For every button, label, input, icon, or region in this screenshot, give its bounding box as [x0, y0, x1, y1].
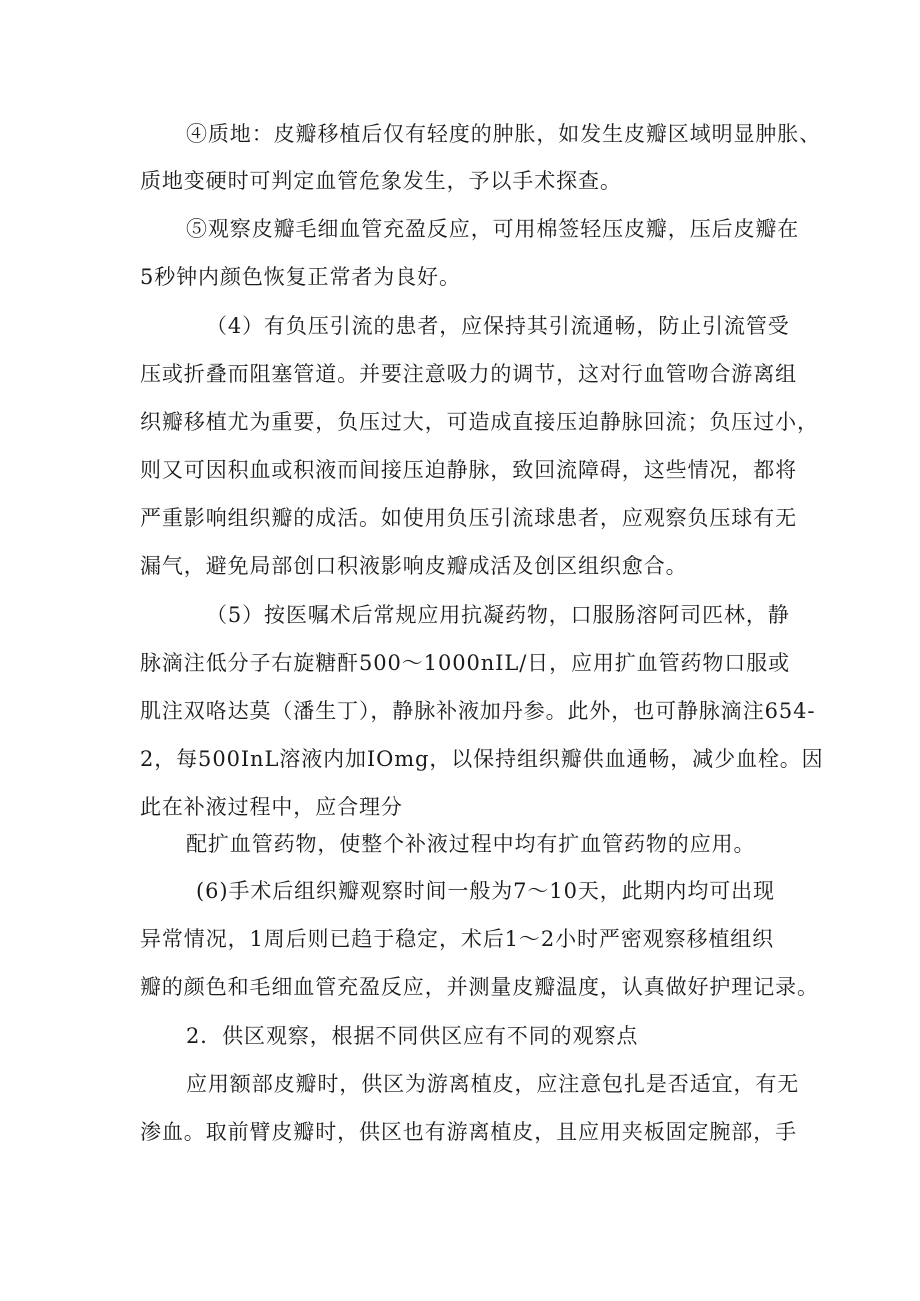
text-line: (6)手术后组织瓣观察时间一般为7～10天，此期内均可出现: [196, 879, 775, 903]
text-line: 此在补液过程中，应合理分: [140, 795, 403, 819]
text-line: 瓣的颜色和毛细血管充盈反应，并测量皮瓣温度，认真做好护理记录。: [140, 975, 819, 999]
text-line: 2．供区观察，根据不同供区应有不同的观察点: [186, 1024, 639, 1048]
text-line: 2，每500InL溶液内加IOmg，以保持组织瓣供血通畅，减少血栓。因: [140, 747, 824, 771]
text-line: 脉滴注低分子右旋糖酐500～1000nIL/日，应用扩血管药物口服或: [140, 651, 790, 675]
text-line: （4）有负压引流的患者，应保持其引流通畅，防止引流管受: [206, 314, 790, 338]
text-line: 渗血。取前臂皮瓣时，供区也有游离植皮，且应用夹板固定腕部，手: [140, 1120, 797, 1144]
text-line: 则又可因积血或积液而间接压迫静脉，致回流障碍，这些情况，都将: [140, 458, 797, 482]
text-line: 5秒钟内颜色恢复正常者为良好。: [140, 265, 461, 289]
text-line: 漏气，避免局部创口积液影响皮瓣成活及创区组织愈合。: [140, 554, 688, 578]
text-line: 应用额部皮瓣时，供区为游离植皮，应注意包扎是否适宜，有无: [186, 1072, 800, 1096]
text-line: 严重影响组织瓣的成活。如使用负压引流球患者，应观察负压球有无: [140, 506, 797, 530]
text-line: 异常情况，1周后则已趋于稳定，术后1～2小时严密观察移植组织: [140, 927, 775, 951]
text-line: 织瓣移植尤为重要，负压过大，可造成直接压迫静脉回流；负压过小，: [140, 410, 819, 434]
text-line: （5）按医嘱术后常规应用抗凝药物，口服肠溶阿司匹林，静: [206, 603, 790, 627]
text-line: 肌注双咯达莫（潘生丁），静脉补液加丹参。此外，也可静脉滴注654-: [140, 699, 816, 723]
text-line: ④质地：皮瓣移植后仅有轻度的肿胀，如发生皮瓣区域明显肿胀、: [186, 122, 822, 146]
text-line: 质地变硬时可判定血管危象发生，予以手术探查。: [140, 169, 622, 193]
text-line: ⑤观察皮瓣毛细血管充盈反应，可用棉签轻压皮瓣，压后皮瓣在: [186, 217, 800, 241]
text-line: 配扩血管药物，使整个补液过程中均有扩血管药物的应用。: [186, 832, 756, 856]
text-line: 压或折叠而阻塞管道。并要注意吸力的调节，这对行血管吻合游离组: [140, 362, 797, 386]
